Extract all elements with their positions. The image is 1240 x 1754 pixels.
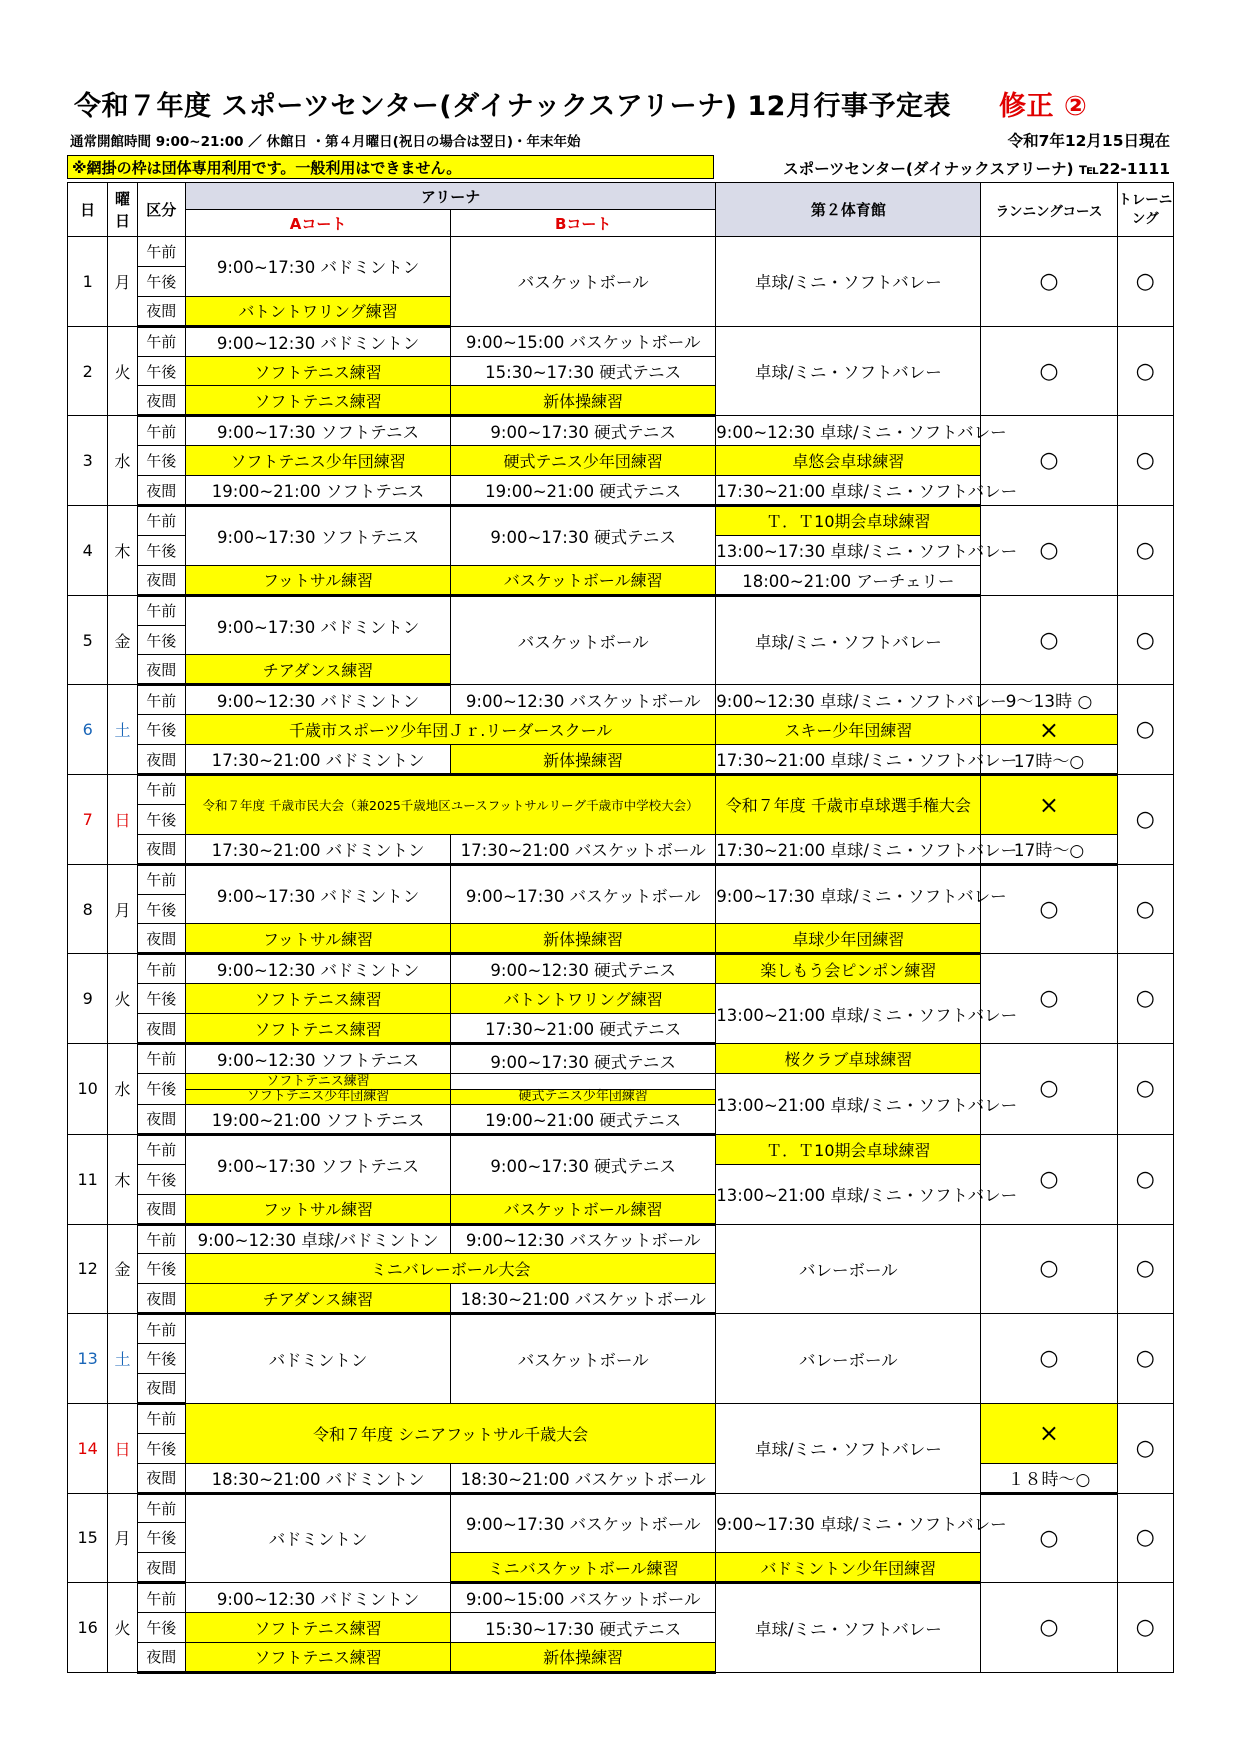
- court-b-entry: 9:00~15:00 バスケットボール: [451, 326, 716, 356]
- gym2-entry: 17:30~21:00 卓球/ミニ・ソフトバレー: [716, 834, 981, 864]
- day-number: 5: [68, 595, 108, 685]
- court-a-entry: 9:00~17:30 ソフトテニス: [185, 416, 450, 446]
- segment-am: 午前: [137, 416, 185, 446]
- running-status: ×: [981, 775, 1117, 835]
- gym2-entry: 13:00~21:00 卓球/ミニ・ソフトバレー: [716, 1164, 981, 1224]
- court-b-entry: 9:00~12:30 硬式テニス: [451, 954, 716, 984]
- court-b-entry: [451, 1073, 716, 1104]
- court-a-entry: 17:30~21:00 バドミントン: [185, 745, 450, 775]
- day-number: 11: [68, 1134, 108, 1224]
- col-gym2: 第２体育館: [716, 183, 981, 237]
- training-status: ○: [1117, 1314, 1173, 1404]
- segment-night: 夜間: [137, 924, 185, 954]
- court-b-entry: バトントワリング練習: [451, 984, 716, 1014]
- court-b-entry: 新体操練習: [451, 745, 716, 775]
- segment-night: 夜間: [137, 1194, 185, 1224]
- court-a-entry: チアダンス練習: [185, 1284, 450, 1314]
- col-running: ランニングコース: [981, 183, 1117, 237]
- segment-night: 夜間: [137, 834, 185, 864]
- court-a-entry: 9:00~12:30 バドミントン: [185, 685, 450, 715]
- segment-night: 夜間: [137, 1463, 185, 1493]
- running-status: ○: [981, 954, 1117, 1044]
- court-b-entry: 9:00~15:00 バスケットボール: [451, 1583, 716, 1613]
- venue-info: スポーツセンター(ダイナックスアリーナ) ℡22-1111: [783, 160, 1170, 178]
- col-court-a: Aコート: [185, 210, 450, 237]
- court-a-entry: チアダンス練習: [185, 655, 450, 685]
- court-a-entry: 9:00~12:30 卓球/バドミントン: [185, 1224, 450, 1254]
- court-b-entry: 19:00~21:00 硬式テニス: [451, 476, 716, 506]
- running-status: ○: [981, 1583, 1117, 1673]
- segment-pm: 午後: [137, 984, 185, 1014]
- court-b-entry: 18:30~21:00 バスケットボール: [451, 1284, 716, 1314]
- court-a-entry: バドミントン: [185, 1493, 450, 1583]
- running-status: ×: [981, 1403, 1117, 1463]
- day-of-week: 火: [108, 954, 137, 1044]
- court-a-entry: ソフトテニス少年団練習: [185, 446, 450, 476]
- arena-entry: 令和７年度 千歳市民大会（兼2025千歳地区ユースフットサルリーグ千歳市中学校大会）: [185, 775, 715, 835]
- segment-night: 夜間: [137, 745, 185, 775]
- gym2-entry: 桜クラブ卓球練習: [716, 1044, 981, 1074]
- segment-night: 夜間: [137, 296, 185, 326]
- day-number: 15: [68, 1493, 108, 1583]
- running-status: ○: [981, 326, 1117, 416]
- training-status: ○: [1117, 1044, 1173, 1135]
- day-number: 8: [68, 864, 108, 954]
- gym2-entry: 卓球/ミニ・ソフトバレー: [716, 326, 981, 416]
- segment-am: 午前: [137, 237, 185, 267]
- gym2-entry: 13:00~17:30 卓球/ミニ・ソフトバレー: [716, 535, 981, 565]
- court-a-entry: 9:00~17:30 バドミントン: [185, 237, 450, 297]
- gym2-entry: バレーボール: [716, 1224, 981, 1314]
- court-b-entry: 硬式テニス少年団練習: [451, 446, 716, 476]
- court-a-entry: ソフトテニス練習: [185, 1613, 450, 1643]
- court-b-entry: 新体操練習: [451, 1642, 716, 1672]
- court-b-entry: 9:00~12:30 バスケットボール: [451, 1224, 716, 1254]
- segment-pm: 午後: [137, 804, 185, 834]
- court-a-entry: 9:00~12:30 バドミントン: [185, 326, 450, 356]
- court-a-entry: 19:00~21:00 ソフトテニス: [185, 1104, 450, 1134]
- gym2-entry: バドミントン少年団練習: [716, 1553, 981, 1583]
- running-status: ○: [981, 1134, 1117, 1224]
- page-title: [74, 84, 1087, 123]
- segment-pm: 午後: [137, 1073, 185, 1104]
- running-status: 17時～○: [981, 834, 1117, 864]
- court-b-entry: 9:00~17:30 バスケットボール: [451, 1493, 716, 1553]
- gym2-entry: 楽しもう会ピンポン練習: [716, 954, 981, 984]
- training-status: ○: [1117, 1583, 1173, 1673]
- segment-pm: 午後: [137, 356, 185, 386]
- court-b-entry: 9:00~12:30 バスケットボール: [451, 685, 716, 715]
- court-a-entry: 9:00~17:30 バドミントン: [185, 595, 450, 655]
- gym2-entry: 卓球/ミニ・ソフトバレー: [716, 595, 981, 685]
- running-status: ○: [981, 595, 1117, 685]
- court-a-entry: フットサル練習: [185, 565, 450, 595]
- court-a-entry: 9:00~17:30 ソフトテニス: [185, 506, 450, 566]
- day-of-week: 木: [108, 1134, 137, 1224]
- hours-note: 通常開館時間 9:00~21:00 ／ 休館日 ・第４月曜日(祝日の場合は翌日)・年末年始: [70, 134, 581, 150]
- running-status: ○: [981, 237, 1117, 327]
- day-of-week: 月: [108, 237, 137, 327]
- running-status: ○: [981, 506, 1117, 596]
- segment-am: 午前: [137, 326, 185, 356]
- schedule-table: [67, 182, 1174, 1674]
- col-dow: 曜日: [108, 183, 137, 237]
- gym2-entry: バレーボール: [716, 1314, 981, 1404]
- as-of-date: 令和7年12月15日現在: [1007, 132, 1170, 150]
- arena-entry: ミニバレーボール大会: [185, 1254, 715, 1284]
- segment-night: 夜間: [137, 655, 185, 685]
- running-status: ○: [981, 1493, 1117, 1583]
- segment-am: 午前: [137, 1044, 185, 1074]
- court-b-entry: 9:00~17:30 硬式テニス: [451, 1044, 716, 1074]
- col-segment: 区分: [137, 183, 185, 237]
- court-b-entry: 17:30~21:00 バスケットボール: [451, 834, 716, 864]
- running-status: 17時～○: [981, 745, 1117, 775]
- court-a-entry-top: ソフトテニス練習: [186, 1074, 450, 1090]
- segment-am: 午前: [137, 595, 185, 625]
- segment-night: 夜間: [137, 476, 185, 506]
- day-of-week: 日: [108, 775, 137, 865]
- gym2-entry: 9:00~17:30 卓球/ミニ・ソフトバレー: [716, 1493, 981, 1553]
- court-a-entry: 9:00~12:30 ソフトテニス: [185, 1044, 450, 1074]
- gym2-entry: Ｔ．Ｔ10期会卓球練習: [716, 506, 981, 536]
- court-a-entry: 17:30~21:00 バドミントン: [185, 834, 450, 864]
- segment-pm: 午後: [137, 446, 185, 476]
- segment-am: 午前: [137, 1493, 185, 1523]
- court-b-entry: 15:30~17:30 硬式テニス: [451, 1613, 716, 1643]
- segment-pm: 午後: [137, 625, 185, 655]
- training-status: ○: [1117, 1493, 1173, 1583]
- court-b-entry: バスケットボール練習: [451, 1194, 716, 1224]
- court-a-entry: バドミントン: [185, 1314, 450, 1404]
- running-status: ○: [981, 416, 1117, 506]
- segment-pm: 午後: [137, 715, 185, 745]
- day-of-week: 水: [108, 416, 137, 506]
- segment-am: 午前: [137, 1403, 185, 1433]
- segment-am: 午前: [137, 685, 185, 715]
- running-status: 9～13時 ○: [981, 685, 1117, 715]
- court-a-entry: 18:30~21:00 バドミントン: [185, 1463, 450, 1493]
- col-arena: アリーナ: [185, 183, 715, 210]
- day-number: 14: [68, 1403, 108, 1493]
- segment-am: 午前: [137, 506, 185, 536]
- segment-am: 午前: [137, 1224, 185, 1254]
- segment-pm: 午後: [137, 1254, 185, 1284]
- running-status: １８時～○: [981, 1463, 1117, 1493]
- segment-night: 夜間: [137, 1284, 185, 1314]
- court-b-entry: 9:00~17:30 硬式テニス: [451, 506, 716, 566]
- running-status: ×: [981, 715, 1117, 745]
- segment-am: 午前: [137, 864, 185, 894]
- segment-pm: 午後: [137, 1344, 185, 1374]
- segment-am: 午前: [137, 775, 185, 805]
- day-number: 10: [68, 1044, 108, 1135]
- training-status: ○: [1117, 595, 1173, 685]
- court-b-entry: 19:00~21:00 硬式テニス: [451, 1104, 716, 1134]
- day-number: 1: [68, 237, 108, 327]
- segment-pm: 午後: [137, 266, 185, 296]
- day-number: 6: [68, 685, 108, 775]
- segment-night: 夜間: [137, 1104, 185, 1134]
- court-b-entry-bottom: 硬式テニス少年団練習: [451, 1089, 715, 1104]
- segment-am: 午前: [137, 1134, 185, 1164]
- segment-night: 夜間: [137, 386, 185, 416]
- segment-pm: 午後: [137, 535, 185, 565]
- gym2-entry: Ｔ．Ｔ10期会卓球練習: [716, 1134, 981, 1164]
- title-text: 令和７年度 スポーツセンター(ダイナックスアリーナ) 12月行事予定表: [74, 91, 951, 122]
- day-number: 9: [68, 954, 108, 1044]
- day-of-week: 日: [108, 1403, 137, 1493]
- arena-entry: 令和７年度 シニアフットサル千歳大会: [185, 1403, 715, 1463]
- court-a-entry: ソフトテニス練習: [185, 1014, 450, 1044]
- col-court-b: Bコート: [451, 210, 716, 237]
- court-b-entry: バスケットボール: [451, 1314, 716, 1404]
- gym2-entry: 13:00~21:00 卓球/ミニ・ソフトバレー: [716, 984, 981, 1044]
- court-b-entry: バスケットボール: [451, 595, 716, 685]
- segment-pm: 午後: [137, 1523, 185, 1553]
- day-of-week: 火: [108, 326, 137, 416]
- court-a-entry: [185, 1073, 450, 1104]
- gym2-entry: 13:00~21:00 卓球/ミニ・ソフトバレー: [716, 1073, 981, 1134]
- training-status: ○: [1117, 864, 1173, 954]
- court-a-entry: 9:00~12:30 バドミントン: [185, 1583, 450, 1613]
- court-a-entry: 9:00~17:30 ソフトテニス: [185, 1134, 450, 1194]
- court-b-spacer: [451, 1074, 715, 1089]
- revision-label: 修正 ②: [998, 91, 1088, 122]
- court-a-entry: フットサル練習: [185, 924, 450, 954]
- gym2-entry: 18:00~21:00 アーチェリー: [716, 565, 981, 595]
- segment-pm: 午後: [137, 1164, 185, 1194]
- segment-night: 夜間: [137, 1014, 185, 1044]
- day-number: 13: [68, 1314, 108, 1404]
- gym2-entry: 卓球/ミニ・ソフトバレー: [716, 237, 981, 327]
- gym2-entry: 卓球/ミニ・ソフトバレー: [716, 1403, 981, 1493]
- court-b-entry: バスケットボール練習: [451, 565, 716, 595]
- training-status: ○: [1117, 1403, 1173, 1493]
- gym2-entry: 9:00~12:30 卓球/ミニ・ソフトバレー: [716, 416, 981, 446]
- court-b-entry: 新体操練習: [451, 924, 716, 954]
- day-number: 4: [68, 506, 108, 596]
- court-b-entry: バスケットボール: [451, 237, 716, 327]
- court-a-entry: ソフトテニス練習: [185, 356, 450, 386]
- day-of-week: 火: [108, 1583, 137, 1673]
- segment-pm: 午後: [137, 1613, 185, 1643]
- gym2-entry: スキー少年団練習: [716, 715, 981, 745]
- segment-am: 午前: [137, 1583, 185, 1613]
- running-status: ○: [981, 864, 1117, 954]
- gym2-entry: 卓悠会卓球練習: [716, 446, 981, 476]
- segment-pm: 午後: [137, 1433, 185, 1463]
- notice-banner: ※網掛の枠は団体専用利用です。一般利用はできません。: [67, 155, 714, 179]
- day-number: 7: [68, 775, 108, 865]
- training-status: ○: [1117, 506, 1173, 596]
- running-status: ○: [981, 1314, 1117, 1404]
- gym2-entry: 9:00~12:30 卓球/ミニ・ソフトバレー: [716, 685, 981, 715]
- court-a-entry: 9:00~17:30 バドミントン: [185, 864, 450, 924]
- col-day: 日: [68, 183, 108, 237]
- training-status: ○: [1117, 237, 1173, 327]
- day-number: 3: [68, 416, 108, 506]
- court-a-entry: 9:00~12:30 バドミントン: [185, 954, 450, 984]
- court-a-entry: ソフトテニス練習: [185, 1642, 450, 1672]
- training-status: ○: [1117, 775, 1173, 865]
- gym2-entry: 卓球/ミニ・ソフトバレー: [716, 1583, 981, 1673]
- court-b-entry: 9:00~17:30 硬式テニス: [451, 1134, 716, 1194]
- running-status: ○: [981, 1044, 1117, 1135]
- col-training: トレーニング: [1117, 183, 1173, 237]
- day-number: 2: [68, 326, 108, 416]
- segment-am: 午前: [137, 1314, 185, 1344]
- segment-am: 午前: [137, 954, 185, 984]
- segment-night: 夜間: [137, 1373, 185, 1403]
- court-a-entry: ソフトテニス練習: [185, 386, 450, 416]
- court-a-entry: バトントワリング練習: [185, 296, 450, 326]
- court-a-entry: 19:00~21:00 ソフトテニス: [185, 476, 450, 506]
- court-a-entry: ソフトテニス練習: [185, 984, 450, 1014]
- court-b-entry: 9:00~17:30 硬式テニス: [451, 416, 716, 446]
- training-status: ○: [1117, 326, 1173, 416]
- day-of-week: 水: [108, 1044, 137, 1135]
- court-b-entry: 新体操練習: [451, 386, 716, 416]
- gym2-entry: 9:00~17:30 卓球/ミニ・ソフトバレー: [716, 864, 981, 924]
- court-a-entry-bottom: ソフトテニス少年団練習: [246, 1088, 390, 1104]
- segment-pm: 午後: [137, 894, 185, 924]
- day-of-week: 金: [108, 595, 137, 685]
- training-status: ○: [1117, 1134, 1173, 1224]
- court-b-entry: 18:30~21:00 バスケットボール: [451, 1463, 716, 1493]
- training-status: ○: [1117, 416, 1173, 506]
- training-status: ○: [1117, 685, 1173, 775]
- day-of-week: 土: [108, 1314, 137, 1404]
- gym2-entry: 卓球少年団練習: [716, 924, 981, 954]
- day-of-week: 月: [108, 864, 137, 954]
- running-status: ○: [981, 1224, 1117, 1314]
- day-number: 16: [68, 1583, 108, 1673]
- gym2-entry: 令和７年度 千歳市卓球選手権大会: [716, 775, 981, 835]
- day-of-week: 木: [108, 506, 137, 596]
- gym2-entry: 17:30~21:00 卓球/ミニ・ソフトバレー: [716, 745, 981, 775]
- gym2-entry: 17:30~21:00 卓球/ミニ・ソフトバレー: [716, 476, 981, 506]
- day-number: 12: [68, 1224, 108, 1314]
- segment-night: 夜間: [137, 1553, 185, 1583]
- court-b-entry: ミニバスケットボール練習: [451, 1553, 716, 1583]
- training-status: ○: [1117, 954, 1173, 1044]
- training-status: ○: [1117, 1224, 1173, 1314]
- day-of-week: 土: [108, 685, 137, 775]
- day-of-week: 月: [108, 1493, 137, 1583]
- court-a-entry: フットサル練習: [185, 1194, 450, 1224]
- day-of-week: 金: [108, 1224, 137, 1314]
- arena-entry: 千歳市スポーツ少年団Ｊｒ.リーダースクール: [185, 715, 715, 745]
- court-b-entry: 9:00~17:30 バスケットボール: [451, 864, 716, 924]
- court-b-entry: 17:30~21:00 硬式テニス: [451, 1014, 716, 1044]
- segment-night: 夜間: [137, 1642, 185, 1672]
- court-b-entry: 15:30~17:30 硬式テニス: [451, 356, 716, 386]
- segment-night: 夜間: [137, 565, 185, 595]
